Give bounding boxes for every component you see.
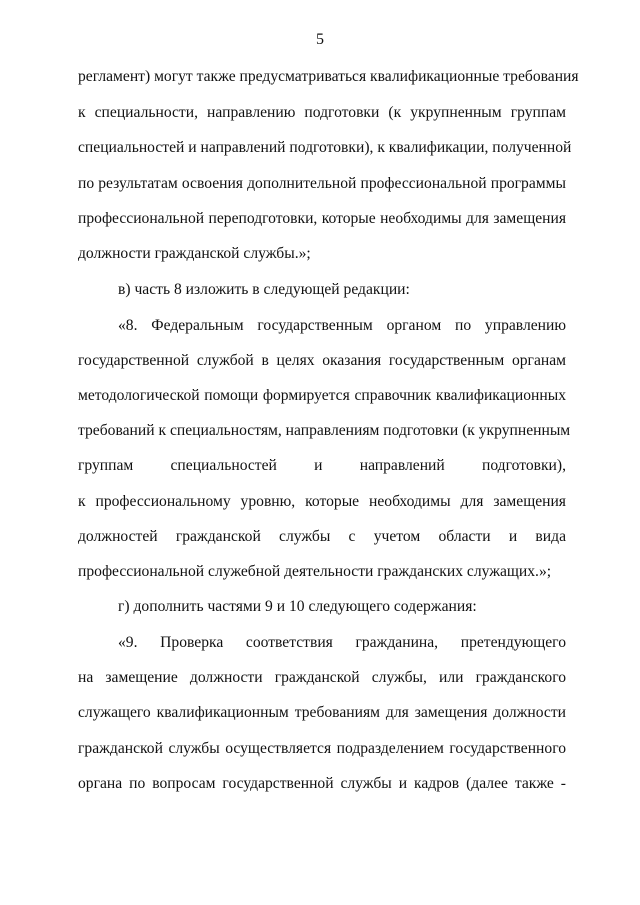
text-line: служащего квалификационным требованиям для замещения должности	[78, 704, 566, 721]
text-line: профессиональной переподготовки, которые необходимы для замещения	[78, 210, 566, 227]
text-line: по результатам освоения дополнительной профессиональной программы	[78, 175, 566, 192]
text-line: специальностей и направлений подготовки), к квалификации, полученной	[78, 139, 572, 156]
text-line: требований к специальностям, направлениям подготовки (к укрупненным	[78, 422, 571, 439]
text-line: гражданской службы осуществляется подразделением государственного	[78, 740, 566, 757]
page-number: 5	[316, 31, 324, 48]
text-line: методологической помощи формируется справочник квалификационных	[78, 387, 566, 404]
text-line: на замещение должности гражданской службы, или гражданского	[78, 669, 566, 686]
text-line: регламент) могут также предусматриваться квалификационные требования	[78, 68, 579, 85]
text-line: к специальности, направлению подготовки (к укрупненным группам	[78, 104, 566, 121]
text-line: г) дополнить частями 9 и 10 следующего содержания:	[118, 598, 477, 615]
text-line: должностей гражданской службы с учетом области и вида	[78, 528, 566, 545]
text-line: профессиональной служебной деятельности гражданских служащих.»;	[78, 563, 552, 580]
text-line: в) часть 8 изложить в следующей редакции:	[118, 281, 410, 298]
text-line: «8. Федеральным государственным органом по управлению	[118, 317, 566, 334]
text-line: органа по вопросам государственной службы и кадров (далее также -	[78, 775, 566, 792]
text-line: «9. Проверка соответствия гражданина, претендующего	[118, 634, 566, 651]
text-line: группам специальностей и направлений подготовки),	[78, 457, 566, 474]
text-line: государственной службой в целях оказания государственным органам	[78, 352, 566, 369]
text-line: должности гражданской службы.»;	[78, 245, 311, 262]
text-line: к профессиональному уровню, которые необходимы для замещения	[78, 493, 566, 510]
